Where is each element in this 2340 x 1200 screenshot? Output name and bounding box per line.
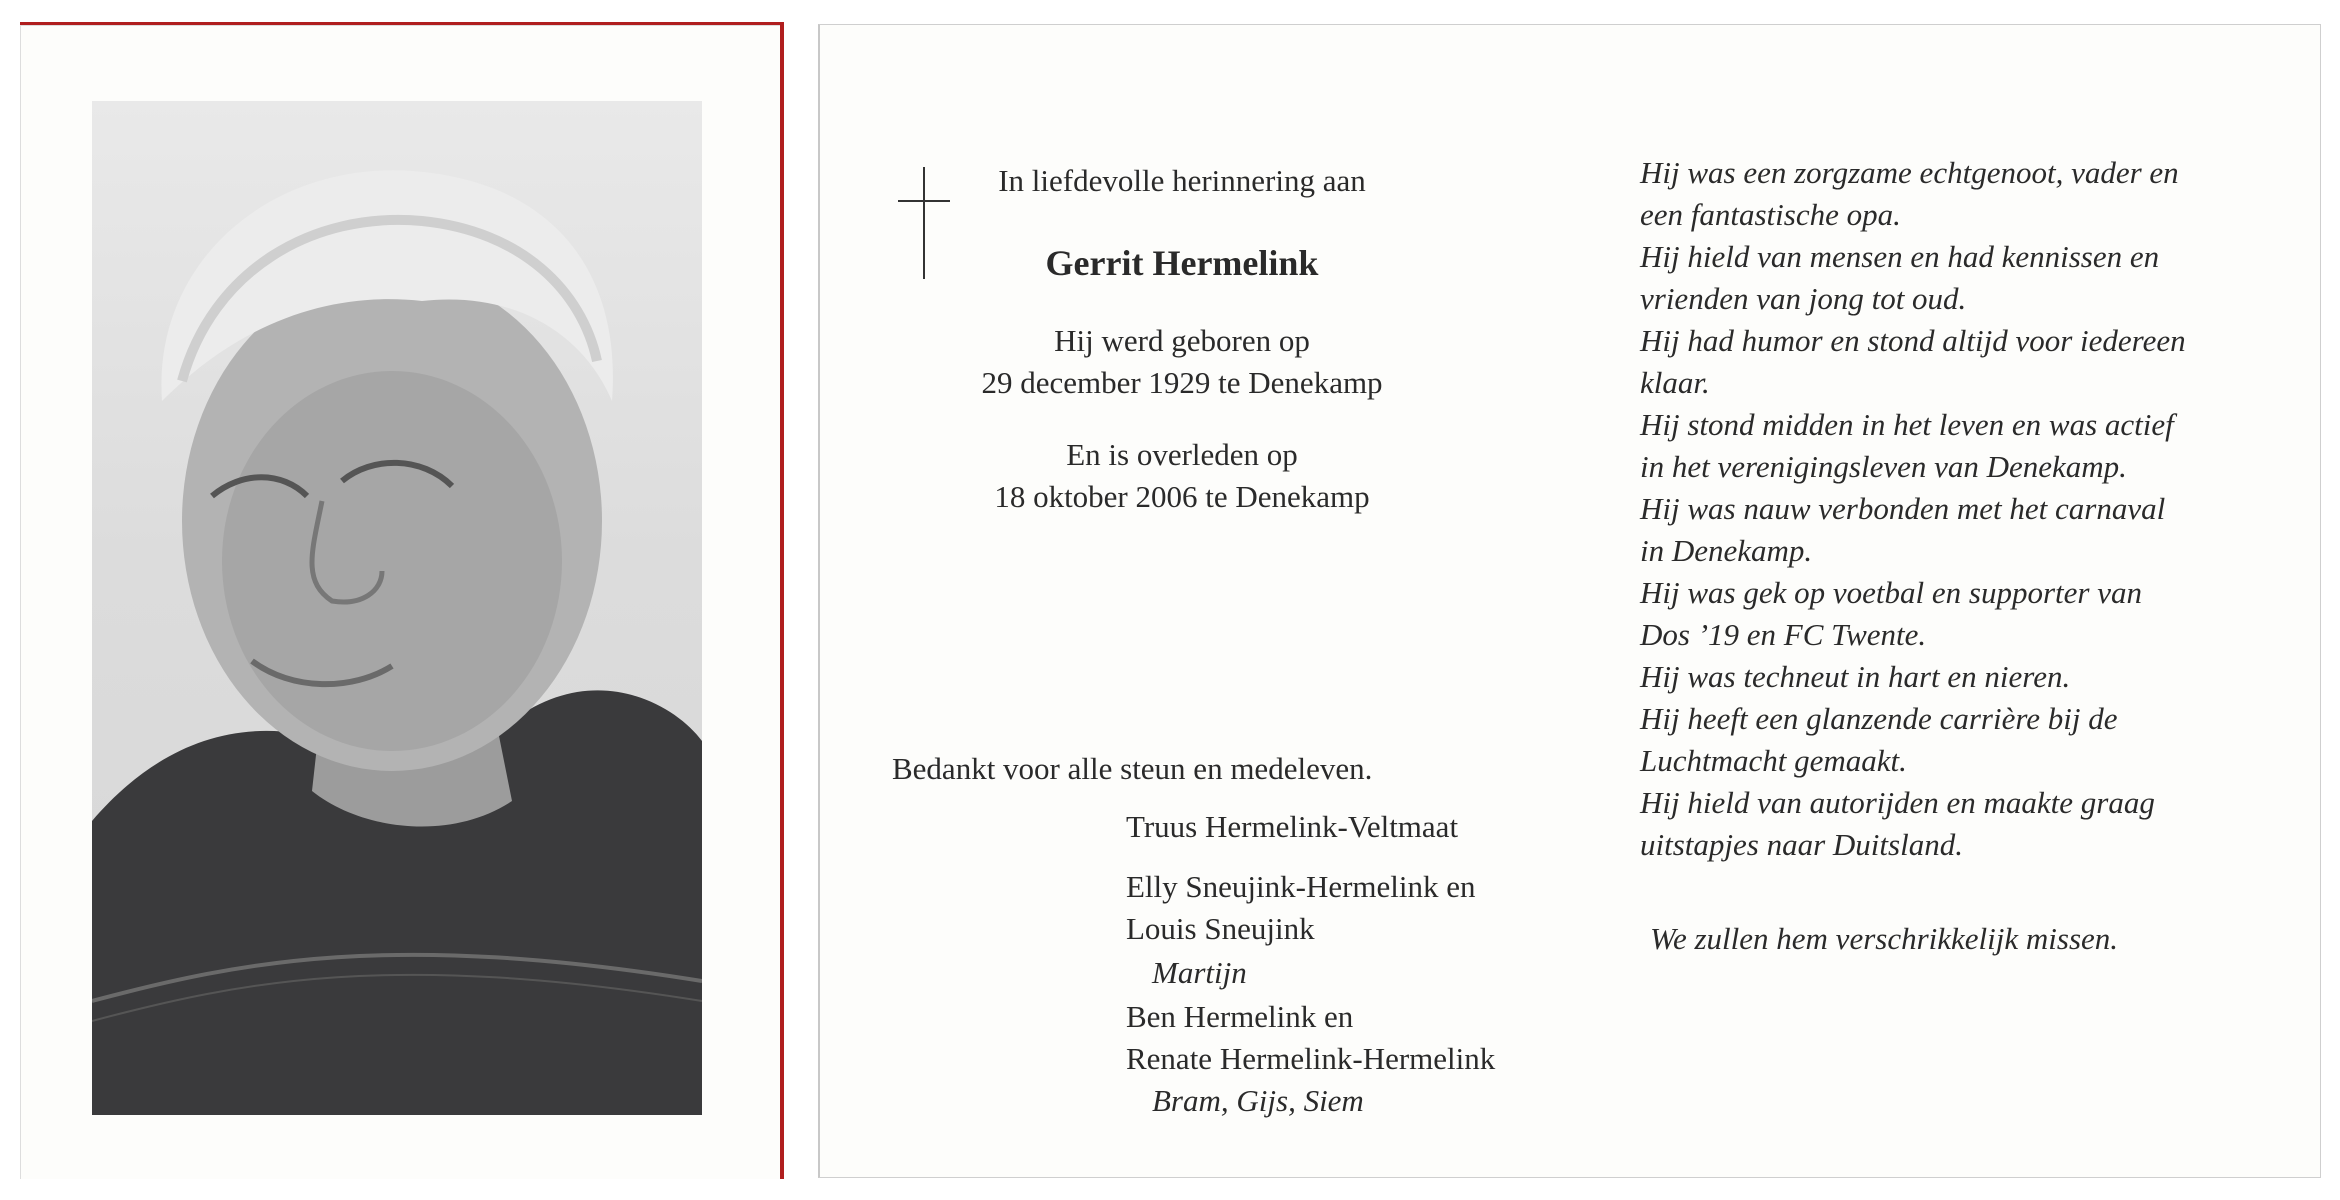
spouse-name: Truus Hermelink-Veltmaat <box>1126 809 1459 844</box>
thanks-text: Bedankt voor alle steun en medeleven. <box>892 751 1373 786</box>
poem-line: in het verenigingsleven van Denekamp. <box>1640 449 2127 484</box>
born-date: 29 december 1929 te Denekamp <box>981 365 1383 400</box>
poem-line: Dos ’19 en FC Twente. <box>1640 617 1927 652</box>
poem-line: vrienden van jong tot oud. <box>1640 281 1967 316</box>
closing-line: We zullen hem verschrikkelijk missen. <box>1650 921 2119 956</box>
portrait-photo-icon <box>92 101 702 1115</box>
deceased-name: Gerrit Hermelink <box>1045 243 1319 283</box>
poem-line: in Denekamp. <box>1640 533 1813 568</box>
poem-line: Hij was techneut in hart en nieren. <box>1640 659 2071 694</box>
poem-line: uitstapjes naar Duitsland. <box>1640 827 1963 862</box>
poem-line: Hij was nauw verbonden met het carnaval <box>1640 491 2166 526</box>
poem-line: een fantastische opa. <box>1640 197 1901 232</box>
died-date: 18 oktober 2006 te Denekamp <box>994 479 1370 514</box>
poem-line: Hij heeft een glanzende carrière bij de <box>1640 701 2118 736</box>
died-label: En is overleden op <box>1066 437 1298 472</box>
child-line-4: Renate Hermelink-Hermelink <box>1126 1041 1496 1076</box>
grandchildren-1: Martijn <box>1152 955 1247 990</box>
card-front <box>20 22 784 1179</box>
child-line-3: Ben Hermelink en <box>1126 999 1354 1034</box>
grandchildren-2: Bram, Gijs, Siem <box>1152 1083 1364 1118</box>
poem-line: Hij had humor en stond altijd voor iedereen <box>1640 323 2186 358</box>
poem-line: Hij was gek op voetbal en supporter van <box>1640 575 2142 610</box>
poem-line: klaar. <box>1640 365 1710 400</box>
intro-text: In liefdevolle herinnering aan <box>998 163 1366 198</box>
child-line-1: Elly Sneujink-Hermelink en <box>1126 869 1476 904</box>
poem-line: Hij stond midden in het leven en was actief <box>1640 407 2174 442</box>
born-label: Hij werd geboren op <box>1054 323 1310 358</box>
child-line-2: Louis Sneujink <box>1126 911 1315 946</box>
poem-line: Hij hield van autorijden en maakte graag <box>1640 785 2155 820</box>
poem-line: Luchtmacht gemaakt. <box>1640 743 1907 778</box>
poem-line: Hij hield van mensen en had kennissen en <box>1640 239 2160 274</box>
card-inside <box>818 24 2321 1178</box>
poem-line: Hij was een zorgzame echtgenoot, vader en <box>1640 155 2179 190</box>
